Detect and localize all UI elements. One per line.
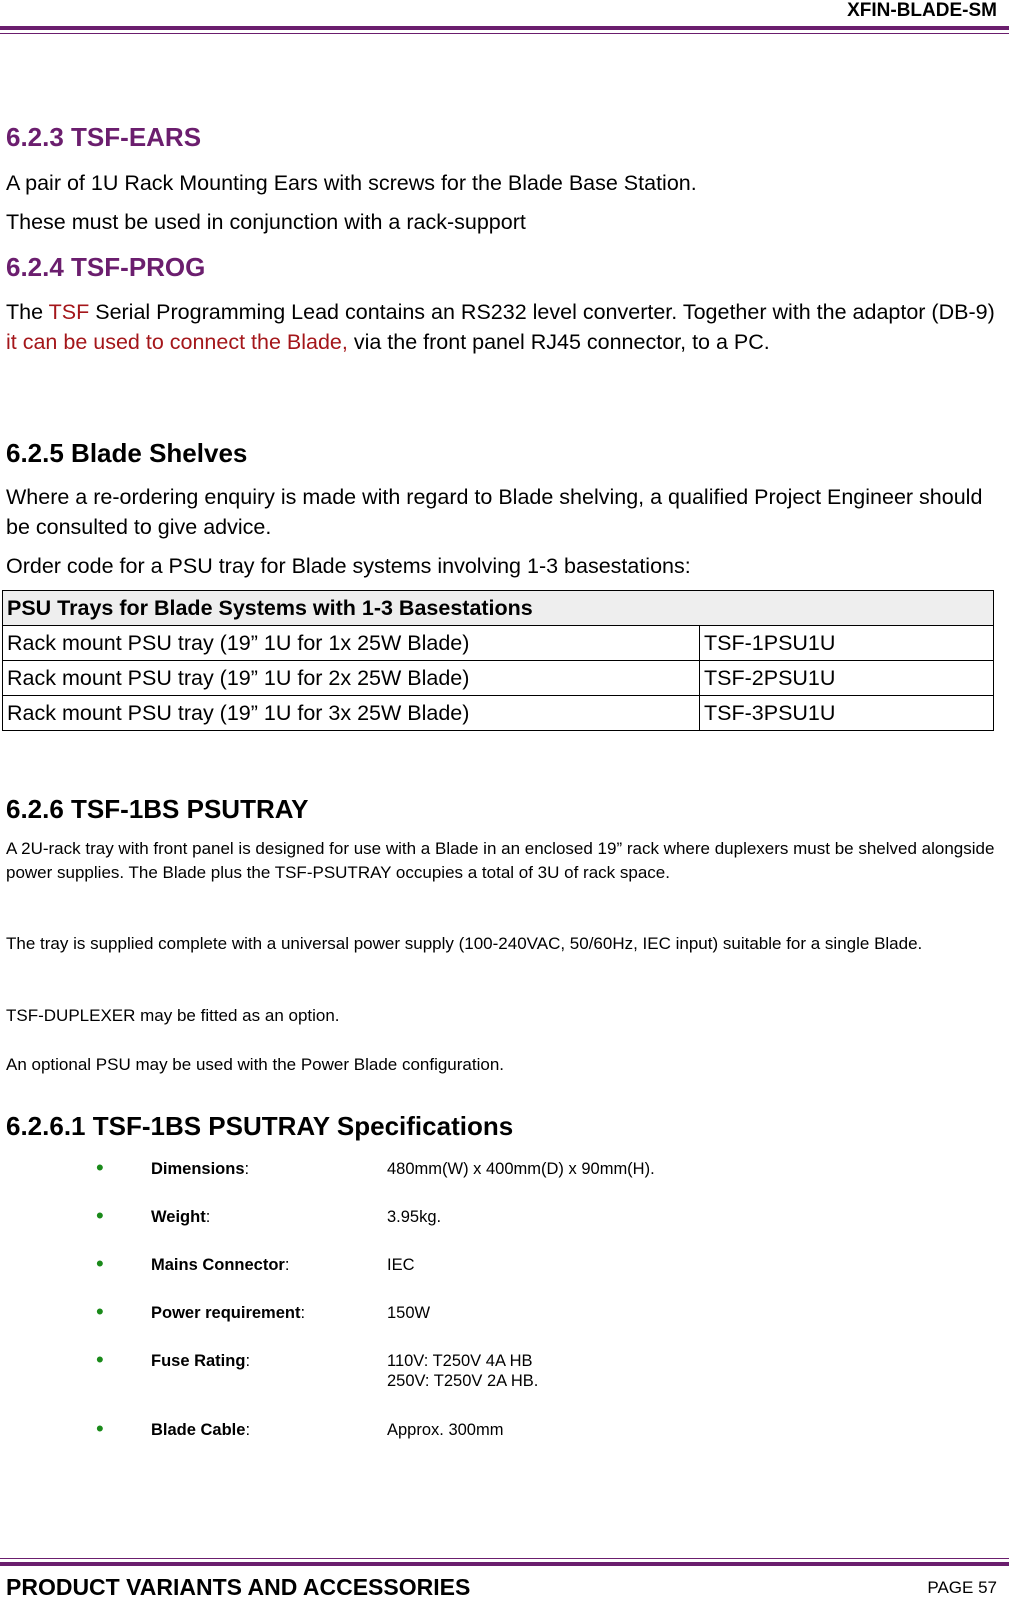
spec-value: IEC (387, 1256, 415, 1274)
text-run: The (6, 300, 49, 324)
spec-label: Power requirement (151, 1304, 301, 1322)
footer-rule-thin (0, 1558, 1009, 1559)
bullet-icon: • (96, 1299, 104, 1324)
section-title-tsf-prog: 6.2.4 TSF-PROG (6, 252, 206, 282)
spec-label: Mains Connector (151, 1256, 285, 1274)
spec-label: Weight (151, 1208, 206, 1226)
bullet-icon: • (96, 1203, 104, 1228)
highlight-text: TSF (48, 300, 90, 324)
table-header-cell: PSU Trays for Blade Systems with 1-3 Basestations (3, 591, 994, 626)
spec-value: 3.95kg. (387, 1208, 442, 1226)
table-cell-order-code: TSF-1PSU1U (700, 626, 994, 661)
section-title-tsf-ears: 6.2.3 TSF-EARS (6, 122, 202, 152)
paragraph: Order code for a PSU tray for Blade systems involving 1-3 basestations: (6, 554, 691, 578)
section-title-psutray-specifications: 6.2.6.1 TSF-1BS PSUTRAY Specifications (6, 1111, 514, 1141)
table-cell-order-code: TSF-2PSU1U (700, 661, 994, 696)
document-id: XFIN-BLADE-SM (847, 0, 997, 21)
table-cell-description: Rack mount PSU tray (19” 1U for 1x 25W Blade) (3, 626, 700, 661)
text-run: Serial Programming Lead contains an RS232 level converter. Together with the adaptor (DB-9) (89, 300, 995, 324)
table-row (3, 626, 994, 661)
bullet-icon: • (96, 1416, 104, 1441)
highlight-text: it can be used to connect the Blade, (6, 330, 348, 354)
spec-value-line-2: 250V: T250V 2A HB. (387, 1372, 539, 1390)
paragraph: TSF-DUPLEXER may be fitted as an option. (6, 1006, 340, 1025)
paragraph: The tray is supplied complete with a universal power supply (100-240VAC, 50/60Hz, IEC input) suitable for a single Blade. (6, 934, 923, 953)
paragraph: A pair of 1U Rack Mounting Ears with screws for the Blade Base Station. (6, 171, 697, 195)
page-number: PAGE 57 (927, 1578, 997, 1597)
section-title-tsf-1bs-psutray: 6.2.6 TSF-1BS PSUTRAY (6, 794, 309, 824)
table-cell-order-code: TSF-3PSU1U (700, 696, 994, 731)
paragraph-tsf-prog (6, 297, 996, 357)
bullet-icon: • (96, 1155, 104, 1180)
spec-value: 110V: T250V 4A HB (387, 1352, 533, 1370)
table-cell-description: Rack mount PSU tray (19” 1U for 2x 25W Blade) (3, 661, 700, 696)
paragraph: A 2U-rack tray with front panel is designed for use with a Blade in an enclosed 19” rack where duplexers must be shelved alongside power supplies. The Blade plus the TSF-PSUTRAY occupies a total of 3U of rack space. (6, 839, 995, 882)
table-header-row (3, 591, 994, 626)
section-title-blade-shelves: 6.2.5 Blade Shelves (6, 438, 248, 468)
table-row (3, 661, 994, 696)
footer-rule-thick (0, 1562, 1009, 1566)
table-cell-description: Rack mount PSU tray (19” 1U for 3x 25W Blade) (3, 696, 700, 731)
bullet-icon: • (96, 1347, 104, 1372)
text-run: via the front panel RJ45 connector, to a PC. (347, 330, 770, 354)
paragraph: These must be used in conjunction with a rack-support (6, 210, 526, 234)
paragraph: Where a re-ordering enquiry is made with regard to Blade shelving, a qualified Project Engineer should be consulted to give advice. (6, 485, 983, 539)
spec-label: Dimensions (151, 1160, 245, 1178)
table-row (3, 696, 994, 731)
bullet-icon: • (96, 1251, 104, 1276)
psu-trays-table (2, 590, 994, 731)
spec-value: Approx. 300mm (387, 1421, 504, 1439)
header-rule-thick (0, 26, 1009, 30)
spec-label: Blade Cable (151, 1421, 246, 1439)
spec-value: 150W (387, 1304, 431, 1322)
footer-section-name: PRODUCT VARIANTS AND ACCESSORIES (6, 1574, 471, 1600)
spec-value: 480mm(W) x 400mm(D) x 90mm(H). (387, 1160, 655, 1178)
paragraph: An optional PSU may be used with the Power Blade configuration. (6, 1055, 505, 1074)
header-rule-thin (0, 33, 1009, 34)
spec-label: Fuse Rating (151, 1352, 246, 1370)
